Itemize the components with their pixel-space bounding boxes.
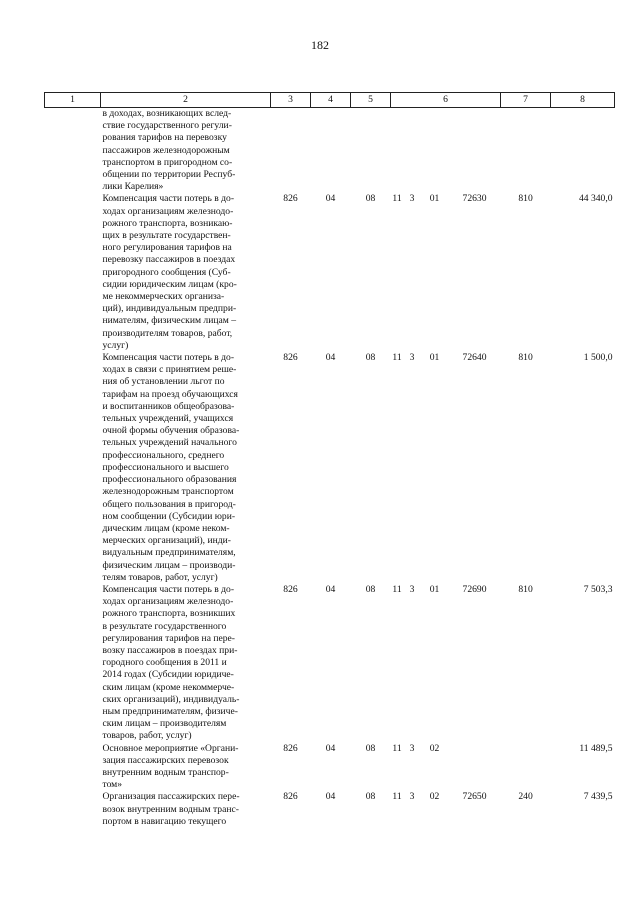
section-code: 04: [325, 352, 336, 364]
description-line: нимателям, физическим лицам –: [102, 315, 237, 327]
description-line: регулирования тарифов на пере-: [102, 632, 235, 644]
description-line: Организация пассажирских пере-: [102, 791, 240, 803]
description-line: лики Карелия»: [102, 181, 164, 193]
description-line: Компенсация части потерь в до-: [102, 193, 235, 205]
description-line: мерческих организаций), инди-: [102, 535, 231, 547]
ministry-code: 826: [283, 791, 298, 803]
measure-code: 02: [429, 791, 440, 803]
description-line: профессионального и высшего: [102, 461, 229, 473]
subsection-code: 08: [365, 791, 376, 803]
description-line: железнодорожным транспортом: [102, 486, 234, 498]
table-row: [45, 108, 615, 194]
description-line: ходах в связи с принятием реше-: [102, 364, 237, 376]
description-line: ме некоммерческих организа-: [102, 291, 225, 303]
table-row: [45, 743, 615, 792]
row-description: [45, 584, 271, 743]
description-line: ским лицам – производителям: [102, 718, 227, 730]
description-line: сидии юридическим лицам (кро-: [102, 278, 237, 290]
column-header-2: 2: [101, 93, 271, 108]
expense-type-code: [501, 743, 551, 792]
description-line: ходах организациям железнодо-: [102, 205, 234, 217]
description-line: дическим лицам (кроме неком-: [102, 522, 230, 534]
description-line: ским лицам (кроме некоммерче-: [102, 681, 235, 693]
description-line: пассажиров железнодорожным: [102, 144, 230, 156]
ministry-code: 826: [283, 193, 298, 205]
program-code: [391, 108, 404, 194]
column-header-5: 5: [351, 93, 391, 108]
description-line: товаров, работ, услуг): [102, 730, 192, 742]
description-line: ном сообщении (Субсидии юри-: [102, 510, 236, 522]
description-line: телям товаров, работ, услуг): [102, 571, 218, 583]
ministry-code: 826: [283, 583, 298, 595]
subsection-code: [351, 108, 391, 194]
description-line: тельных учреждений, учащихся: [102, 413, 234, 425]
table-row: [45, 584, 615, 743]
description-line: в результате государственного: [102, 620, 227, 632]
measure-code: 01: [429, 352, 440, 364]
row-description: [45, 193, 271, 352]
description-line: внутренним водным транспор-: [102, 766, 229, 778]
description-line: зация пассажирских перевозок: [102, 754, 229, 766]
subsection-code: 08: [365, 352, 376, 364]
description-line: портом в навигацию текущего: [102, 815, 227, 827]
program-code: 11: [392, 583, 402, 595]
subprogram-code: 3: [409, 583, 415, 595]
description-line: рожного транспорта, возникших: [102, 608, 236, 620]
description-line: тельных учреждений начального: [102, 437, 237, 449]
subsection-code: 08: [365, 742, 376, 754]
subprogram-code: 3: [409, 193, 415, 205]
program-code: 11: [392, 742, 402, 754]
column-header-3: 3: [271, 93, 311, 108]
description-line: Основное мероприятие «Органи-: [102, 742, 239, 754]
header-row: [45, 93, 615, 108]
description-line: общего пользования в пригород-: [102, 498, 236, 510]
amount: 44 340,0: [578, 193, 613, 205]
description-line: ходах организациям железнодо-: [102, 596, 234, 608]
description-line: профессионального образования: [102, 474, 237, 486]
section-code: 04: [325, 583, 336, 595]
row-description: [45, 743, 271, 792]
description-line: Компенсация части потерь в до-: [102, 583, 235, 595]
page-number: 182: [311, 38, 329, 52]
amount: 7 439,5: [583, 791, 613, 803]
measure-code: 01: [429, 193, 440, 205]
program-code: 11: [392, 352, 402, 364]
direction-code: [449, 743, 501, 792]
description-line: профессионального, среднего: [102, 449, 225, 461]
expense-type-code: 810: [518, 352, 533, 364]
section-code: 04: [325, 742, 336, 754]
description-line: в доходах, возникающих вслед-: [102, 108, 232, 119]
measure-code: 01: [429, 583, 440, 595]
program-code: 11: [392, 791, 402, 803]
description-line: производителям товаров, работ,: [102, 327, 233, 339]
description-line: ствие государственного регули-: [102, 120, 232, 132]
column-header-8: 8: [551, 93, 615, 108]
description-line: услуг): [102, 339, 129, 351]
expense-type-code: 810: [518, 583, 533, 595]
ministry-code: [271, 108, 311, 194]
description-line: городного сообщения в 2011 и: [102, 657, 227, 669]
description-line: тарифам на проезд обучающихся: [102, 388, 238, 400]
description-line: том»: [102, 779, 123, 791]
measure-code: [421, 108, 449, 194]
amount: [551, 108, 615, 194]
section-code: 04: [325, 791, 336, 803]
section-code: 04: [325, 193, 336, 205]
subprogram-code: 3: [409, 791, 415, 803]
subprogram-code: [404, 108, 421, 194]
description-line: пригородного сообщения (Суб-: [102, 266, 231, 278]
subsection-code: 08: [365, 193, 376, 205]
description-line: ских организаций), индивидуаль-: [102, 693, 240, 705]
row-description: [45, 791, 271, 828]
column-header-1: 1: [45, 93, 101, 108]
table-row: [45, 193, 615, 352]
amount: 11 489,5: [579, 742, 613, 754]
description-line: ций), индивидуальным предпри-: [102, 303, 237, 315]
description-line: рования тарифов на перевозку: [102, 132, 227, 144]
amount: 7 503,3: [583, 583, 613, 595]
ministry-code: 826: [283, 352, 298, 364]
description-line: общении по территории Респуб-: [102, 169, 236, 181]
program-code: 11: [392, 193, 402, 205]
column-header-6: 6: [391, 93, 501, 108]
description-line: ния об установлении льгот по: [102, 376, 225, 388]
amount: 1 500,0: [583, 352, 613, 364]
description-line: перевозку пассажиров в поездах: [102, 254, 236, 266]
description-line: видуальным предпринимателям,: [102, 547, 236, 559]
direction-code: 72630: [462, 193, 487, 205]
expense-type-code: 810: [518, 193, 533, 205]
subprogram-code: 3: [409, 352, 415, 364]
direction-code: 72690: [462, 583, 487, 595]
description-line: щих в результате государствен-: [102, 230, 231, 242]
subsection-code: 08: [365, 583, 376, 595]
expense-type-code: 240: [518, 791, 533, 803]
description-line: возок внутренним водным транс-: [102, 803, 239, 815]
column-header-7: 7: [501, 93, 551, 108]
row-description: [45, 352, 271, 584]
expense-type-code: [501, 108, 551, 194]
direction-code: 72640: [462, 352, 487, 364]
table-body: [45, 108, 615, 828]
description-line: рожного транспорта, возникаю-: [102, 217, 233, 229]
description-line: Компенсация части потерь в до-: [102, 352, 235, 364]
section-code: [311, 108, 351, 194]
table-row: [45, 791, 615, 828]
description-line: возку пассажиров в поездах при-: [102, 644, 238, 656]
description-line: ным предпринимателям, физиче-: [102, 705, 238, 717]
ministry-code: 826: [283, 742, 298, 754]
description-line: физическим лицам – производи-: [102, 559, 236, 571]
direction-code: [449, 108, 501, 194]
table-row: [45, 352, 615, 584]
description-line: 2014 годах (Субсидии юридиче-: [102, 669, 234, 681]
column-header-4: 4: [311, 93, 351, 108]
description-line: ного регулирования тарифов на: [102, 242, 232, 254]
description-line: очной формы обучения образова-: [102, 425, 240, 437]
row-description: [45, 108, 271, 194]
budget-table: [44, 92, 615, 828]
measure-code: 02: [429, 742, 440, 754]
direction-code: 72650: [462, 791, 487, 803]
subprogram-code: 3: [409, 742, 415, 754]
description-line: и воспитанников общеобразова-: [102, 400, 235, 412]
description-line: транспортом в пригородном со-: [102, 156, 233, 168]
